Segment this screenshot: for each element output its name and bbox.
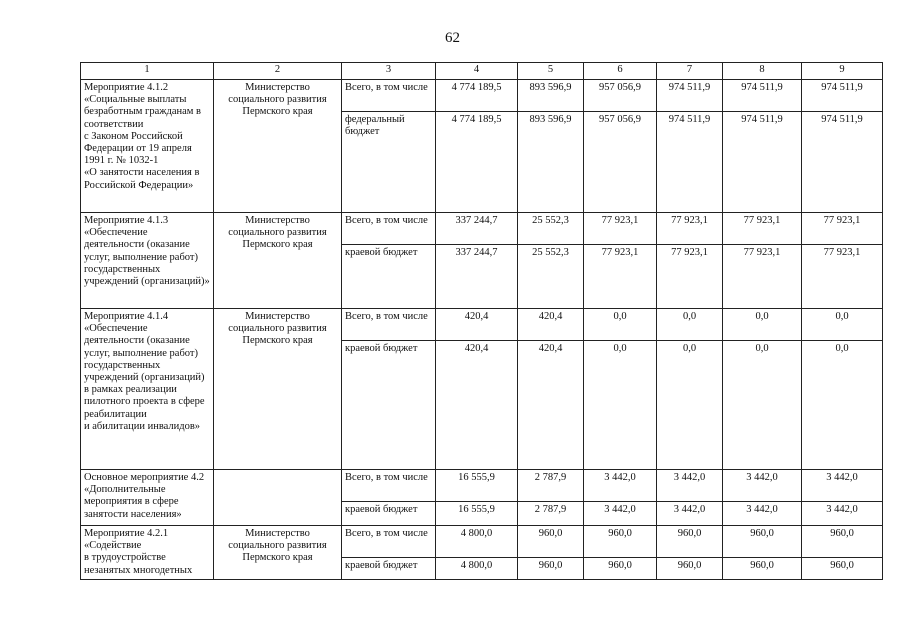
event-name-cell: Основное мероприятие 4.2 «Дополнительные мероприятия в сфере занятости населения»	[81, 470, 214, 526]
column-header: 9	[802, 63, 883, 80]
amount-cell: 3 442,0	[584, 470, 657, 502]
amount-cell: 420,4	[436, 309, 518, 341]
amount-cell: 77 923,1	[802, 245, 883, 309]
amount-cell: 893 596,9	[518, 112, 584, 213]
amount-cell: 0,0	[723, 341, 802, 470]
amount-cell: 3 442,0	[657, 502, 723, 526]
column-header: 3	[342, 63, 436, 80]
funding-source-cell: Всего, в том числе	[342, 526, 436, 558]
amount-cell: 960,0	[657, 558, 723, 580]
column-header: 8	[723, 63, 802, 80]
amount-cell: 974 511,9	[802, 80, 883, 112]
amount-cell: 960,0	[723, 558, 802, 580]
amount-cell: 974 511,9	[657, 80, 723, 112]
amount-cell: 3 442,0	[802, 470, 883, 502]
amount-cell: 337 244,7	[436, 213, 518, 245]
amount-cell: 960,0	[584, 526, 657, 558]
column-header: 5	[518, 63, 584, 80]
amount-cell: 960,0	[657, 526, 723, 558]
page-number: 62	[445, 30, 460, 46]
amount-cell: 960,0	[584, 558, 657, 580]
amount-cell: 2 787,9	[518, 502, 584, 526]
amount-cell: 957 056,9	[584, 80, 657, 112]
column-header: 4	[436, 63, 518, 80]
amount-cell: 77 923,1	[802, 213, 883, 245]
amount-cell: 960,0	[518, 526, 584, 558]
amount-cell: 420,4	[518, 341, 584, 470]
amount-cell: 974 511,9	[802, 112, 883, 213]
budget-table	[80, 62, 883, 580]
amount-cell: 0,0	[584, 309, 657, 341]
amount-cell: 0,0	[802, 309, 883, 341]
amount-cell: 77 923,1	[657, 213, 723, 245]
executor-cell: Министерство социального развития Пермского края	[214, 80, 342, 213]
amount-cell: 3 442,0	[657, 470, 723, 502]
funding-source-cell: Всего, в том числе	[342, 213, 436, 245]
funding-source-cell: краевой бюджет	[342, 502, 436, 526]
amount-cell: 974 511,9	[723, 112, 802, 213]
funding-source-cell: Всего, в том числе	[342, 309, 436, 341]
amount-cell: 960,0	[518, 558, 584, 580]
amount-cell: 16 555,9	[436, 502, 518, 526]
executor-cell: Министерство социального развития Пермского края	[214, 213, 342, 309]
amount-cell: 974 511,9	[657, 112, 723, 213]
amount-cell: 4 800,0	[436, 526, 518, 558]
amount-cell: 420,4	[436, 341, 518, 470]
amount-cell: 4 800,0	[436, 558, 518, 580]
amount-cell: 957 056,9	[584, 112, 657, 213]
funding-source-cell: Всего, в том числе	[342, 470, 436, 502]
header-row	[81, 63, 883, 80]
amount-cell: 77 923,1	[723, 245, 802, 309]
column-header: 1	[81, 63, 214, 80]
amount-cell: 3 442,0	[802, 502, 883, 526]
amount-cell: 0,0	[657, 309, 723, 341]
column-header: 2	[214, 63, 342, 80]
funding-source-cell: федеральный бюджет	[342, 112, 436, 213]
amount-cell: 960,0	[723, 526, 802, 558]
table-row	[81, 213, 883, 245]
amount-cell: 2 787,9	[518, 470, 584, 502]
amount-cell: 960,0	[802, 526, 883, 558]
executor-cell	[214, 470, 342, 526]
table-row	[81, 526, 883, 558]
amount-cell: 77 923,1	[584, 245, 657, 309]
event-name-cell: Мероприятие 4.1.2 «Социальные выплаты безработным гражданам в соответствии с Законом Российской Федерации от 19 апреля 1991 г. № 1032-1 «О занятости населения в Российской Федерации»	[81, 80, 214, 213]
amount-cell: 0,0	[723, 309, 802, 341]
column-header: 7	[657, 63, 723, 80]
funding-source-cell: краевой бюджет	[342, 341, 436, 470]
amount-cell: 3 442,0	[584, 502, 657, 526]
amount-cell: 337 244,7	[436, 245, 518, 309]
amount-cell: 974 511,9	[723, 80, 802, 112]
event-name-cell: Мероприятие 4.1.4 «Обеспечение деятельности (оказание услуг, выполнение работ) государственных учреждений (организаций) в рамках реализации пилотного проекта в сфере реабилитации и абилитации инвалидов»	[81, 309, 214, 470]
amount-cell: 0,0	[802, 341, 883, 470]
amount-cell: 4 774 189,5	[436, 80, 518, 112]
funding-source-cell: краевой бюджет	[342, 558, 436, 580]
amount-cell: 25 552,3	[518, 245, 584, 309]
amount-cell: 0,0	[584, 341, 657, 470]
column-header: 6	[584, 63, 657, 80]
funding-source-cell: Всего, в том числе	[342, 80, 436, 112]
event-name-cell: Мероприятие 4.1.3 «Обеспечение деятельности (оказание услуг, выполнение работ) государственных учреждений (организаций)»	[81, 213, 214, 309]
table-row	[81, 309, 883, 341]
amount-cell: 77 923,1	[584, 213, 657, 245]
amount-cell: 77 923,1	[657, 245, 723, 309]
amount-cell: 420,4	[518, 309, 584, 341]
executor-cell: Министерство социального развития Пермского края	[214, 526, 342, 580]
table-row	[81, 80, 883, 112]
amount-cell: 16 555,9	[436, 470, 518, 502]
amount-cell: 893 596,9	[518, 80, 584, 112]
table-row	[81, 470, 883, 502]
amount-cell: 3 442,0	[723, 502, 802, 526]
amount-cell: 3 442,0	[723, 470, 802, 502]
amount-cell: 25 552,3	[518, 213, 584, 245]
amount-cell: 960,0	[802, 558, 883, 580]
amount-cell: 0,0	[657, 341, 723, 470]
amount-cell: 4 774 189,5	[436, 112, 518, 213]
amount-cell: 77 923,1	[723, 213, 802, 245]
funding-source-cell: краевой бюджет	[342, 245, 436, 309]
executor-cell: Министерство социального развития Пермского края	[214, 309, 342, 470]
event-name-cell: Мероприятие 4.2.1 «Содействие в трудоустройстве незанятых многодетных	[81, 526, 214, 580]
